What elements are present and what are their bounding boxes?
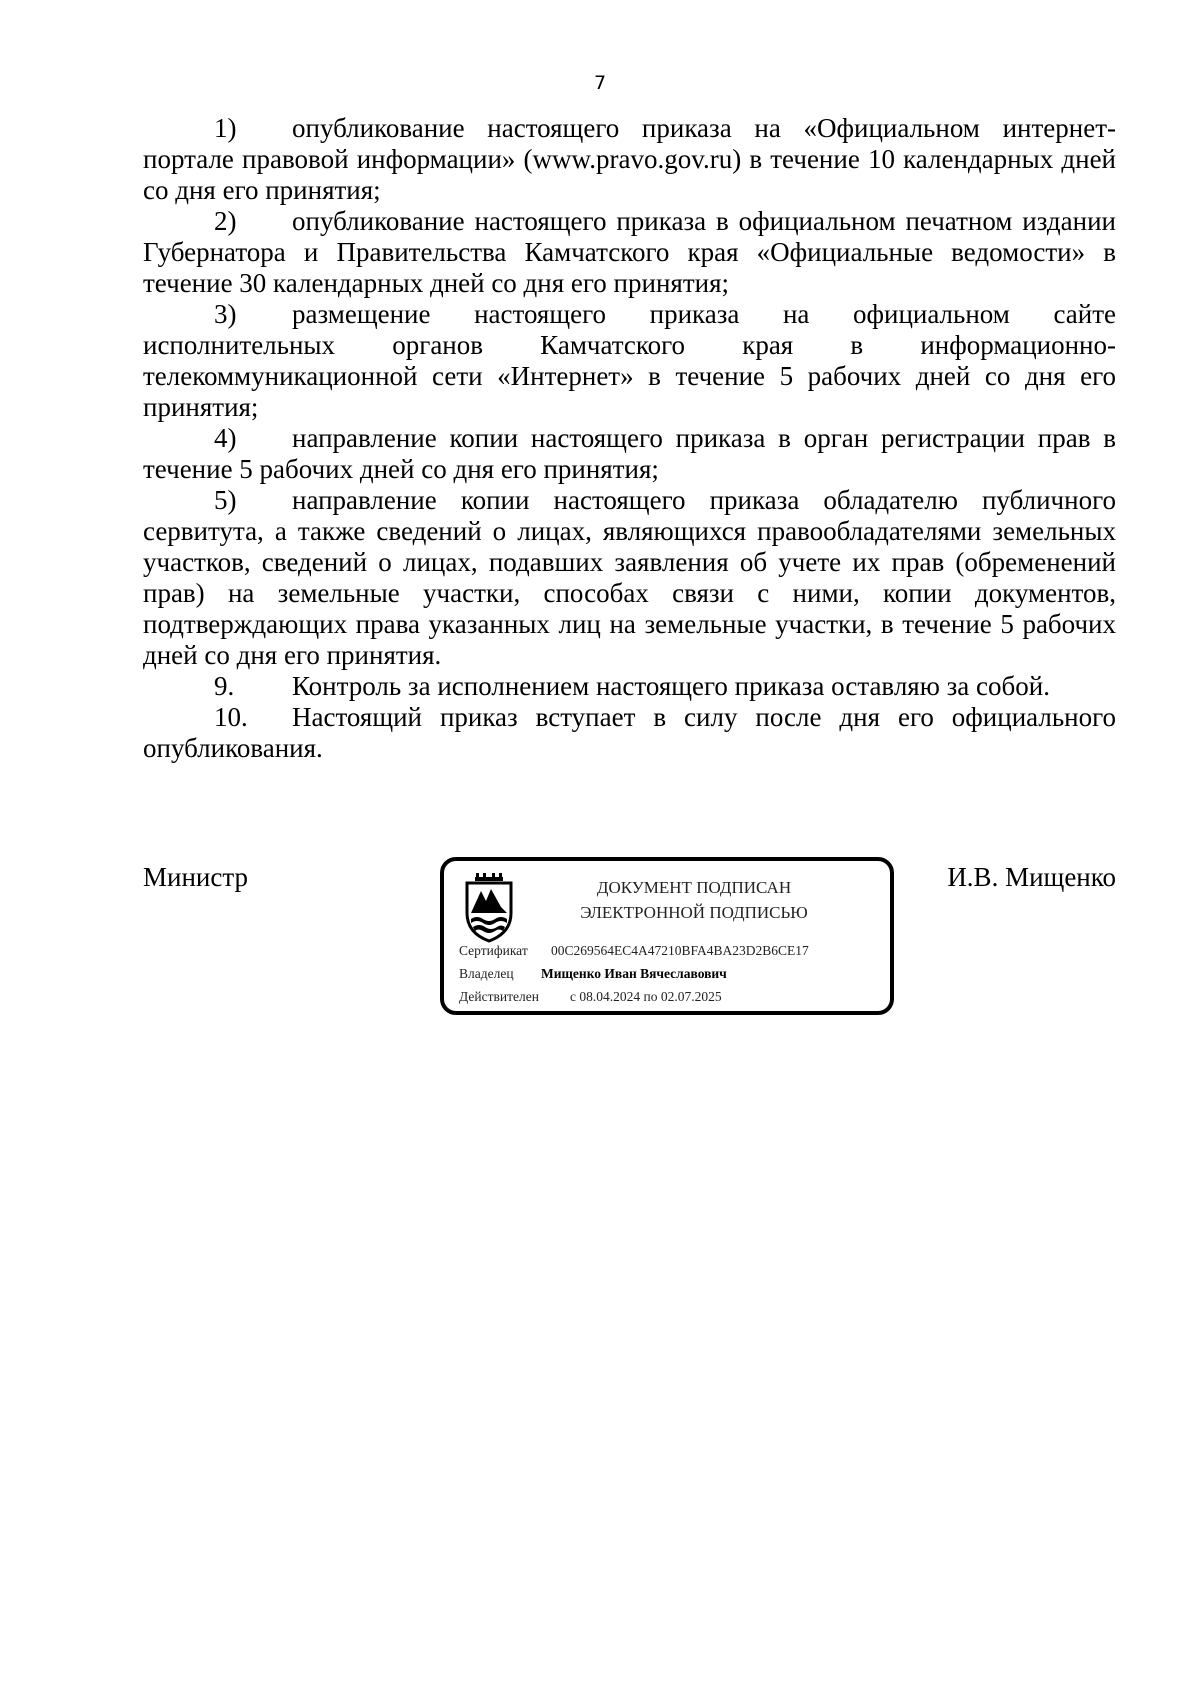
- page-number: 7: [593, 72, 607, 94]
- stamp-certificate-row: [459, 942, 809, 960]
- item-number: 9.: [214, 671, 235, 701]
- item-number: 5): [214, 485, 237, 515]
- list-item: [143, 485, 1116, 671]
- validity-label: Действителен: [459, 989, 539, 1004]
- stamp-title-line: ЭЛЕКТРОННОЙ ПОДПИСЬЮ: [580, 903, 808, 922]
- document-body: [143, 113, 1116, 764]
- stamp-owner-row: [459, 965, 727, 983]
- stamp-validity-row: [459, 988, 722, 1006]
- list-item: [143, 423, 1116, 485]
- item-text: опубликование настоящего приказа в официальном печатном издании Губернатора и Правительства Камчатского края «Официальные ведомости» в течение 30 календарных дней со дня его принятия;: [143, 206, 1116, 298]
- stamp-title-line: ДОКУМЕНТ ПОДПИСАН: [596, 878, 792, 897]
- signatory-name: И.В. Мищенко: [947, 862, 1116, 892]
- owner-value: Мищенко Иван Вячеславович: [541, 966, 727, 981]
- certificate-label: Сертификат: [459, 943, 528, 958]
- item-text: Настоящий приказ вступает в силу после дня его официального опубликования.: [143, 702, 1116, 763]
- certificate-value: 00C269564EC4A47210BFA4BA23D2B6CE17: [551, 943, 809, 958]
- list-item: [143, 702, 1116, 764]
- item-number: 3): [214, 299, 237, 329]
- list-item: [143, 113, 1116, 206]
- electronic-signature-stamp: [440, 857, 894, 1015]
- item-number: 10.: [214, 702, 248, 732]
- item-text: опубликование настоящего приказа на «Официальном интернет-портале правовой информации» (www.pravo.gov.ru) в течение 10 календарных дней со дня его принятия;: [143, 113, 1116, 205]
- validity-value: с 08.04.2024 по 02.07.2025: [570, 989, 722, 1004]
- item-text: Контроль за исполнением настоящего приказа оставляю за собой.: [292, 671, 1050, 701]
- item-text: размещение настоящего приказа на официальном сайте исполнительных органов Камчатского края в информационно-телекоммуникационной сети «Интернет» в течение 5 рабочих дней со дня его принятия;: [143, 299, 1116, 422]
- owner-label: Владелец: [459, 966, 514, 981]
- item-number: 4): [214, 423, 237, 453]
- stamp-title: [544, 875, 844, 925]
- kamchatka-coat-of-arms-icon: [461, 873, 517, 943]
- list-item: [143, 671, 1116, 702]
- item-text: направление копии настоящего приказа обладателю публичного сервитута, а также сведений о лицах, являющихся правообладателями земельных участков, сведений о лицах, подавших заявления об учете их прав (обременений прав) на земельные участки, способах связи с ними, копии документов, подтверждающих права указанных лиц на земельные участки, в течение 5 рабочих дней со дня его принятия.: [143, 485, 1116, 670]
- signatory-position: Министр: [143, 862, 248, 892]
- item-text: направление копии настоящего приказа в орган регистрации прав в течение 5 рабочих дней со дня его принятия;: [143, 423, 1116, 484]
- item-number: 1): [214, 113, 237, 143]
- item-number: 2): [214, 206, 237, 236]
- list-item: [143, 206, 1116, 299]
- list-item: [143, 299, 1116, 423]
